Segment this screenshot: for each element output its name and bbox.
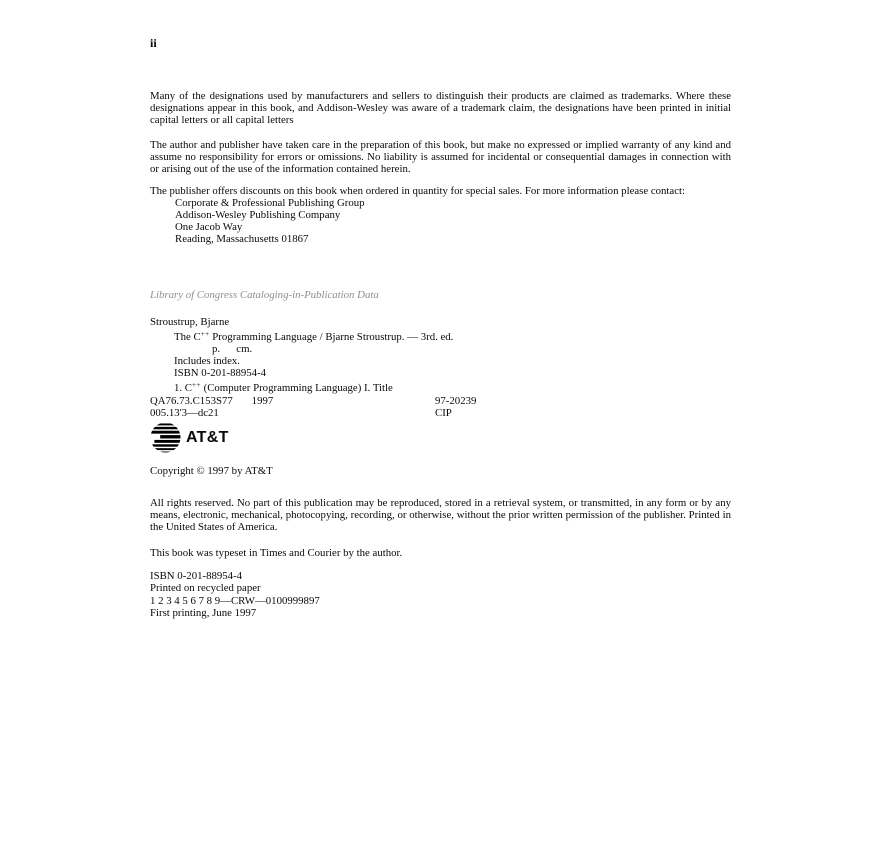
att-globe-icon — [150, 422, 181, 453]
contact-line-city: Reading, Massachusetts 01867 — [175, 232, 309, 245]
cip-isbn: ISBN 0-201-88954-4 — [174, 367, 267, 380]
contact-line-company: Addison-Wesley Publishing Company — [175, 208, 341, 221]
cip-pcm: p. cm. — [212, 343, 253, 356]
warranty-paragraph: The author and publisher have taken care in the preparation of this book, but make no expressed or implied warranty of any kind and assume no responsibility for errors or omissions. No liability is assumed for incidental or consequential damages in connection with or arising out of the use of the information contained herein. — [150, 139, 731, 175]
cip-call-number: QA76.73.C153S77 1997 — [150, 394, 274, 407]
contact-line-group: Corporate & Professional Publishing Group — [175, 196, 365, 209]
cip-author: Stroustrup, Bjarne — [150, 316, 230, 328]
page-number: ii — [150, 36, 157, 50]
cip-subject-superscript: ++ — [192, 381, 201, 390]
contact-line-street: One Jacob Way — [175, 220, 243, 233]
cip-subject — [150, 379, 731, 394]
cip-dewey-row — [150, 407, 731, 419]
cip-call-number-row — [150, 395, 731, 407]
cip-title-post: Programming Language / Bjarne Stroustrup. — 3rd. ed. — [209, 331, 454, 344]
cip-title — [150, 328, 731, 343]
att-logo — [150, 422, 350, 453]
cip-subject-post: (Computer Programming Language) I. Title — [200, 382, 393, 395]
printing-info-block — [150, 570, 731, 620]
isbn-line: ISBN 0-201-88954-4 — [150, 570, 243, 582]
rights-paragraph: All rights reserved. No part of this publication may be reproduced, stored in a retrieval system, or transmitted, in any form or by any means, electronic, mechanical, photocopying, recording, or otherwise, without the prior written permission of the publisher. Printed in the United States of America. — [150, 497, 731, 533]
typeset-line: This book was typeset in Times and Courier by the author. — [150, 547, 403, 559]
discount-paragraph: The publisher offers discounts on this book when ordered in quantity for special sales. For more information please contact: — [150, 185, 686, 197]
recycled-paper-line: Printed on recycled paper — [150, 582, 261, 595]
trademark-paragraph: Many of the designations used by manufacturers and sellers to distinguish their products are claimed as trademarks. Where these designations appear in this book, and Addison-Wesley was aware of a trademark claim, the designations have been printed in initial capital letters or all capital letters — [150, 90, 731, 126]
cip-includes-index: Includes index. — [174, 355, 240, 368]
cip-title-pre: The C — [174, 331, 201, 344]
cip-title-superscript: ++ — [200, 330, 210, 339]
printing-code-line: 1 2 3 4 5 6 7 8 9—CRW—0100999897 — [150, 594, 320, 607]
copyright-line: Copyright © 1997 by AT&T — [150, 465, 273, 477]
first-printing-line: First printing, June 1997 — [150, 607, 257, 620]
cip-label: CIP — [435, 406, 452, 419]
att-wordmark: AT&T — [186, 428, 229, 446]
cip-subject-pre: 1. C — [174, 382, 192, 395]
library-of-congress-heading: Library of Congress Cataloging-in-Publication Data — [150, 289, 379, 301]
sales-contact-block — [150, 186, 731, 246]
cip-data-block — [150, 316, 731, 419]
cip-dewey: 005.13'3—dc21 — [150, 406, 219, 419]
cip-lccn: 97-20239 — [435, 394, 477, 407]
